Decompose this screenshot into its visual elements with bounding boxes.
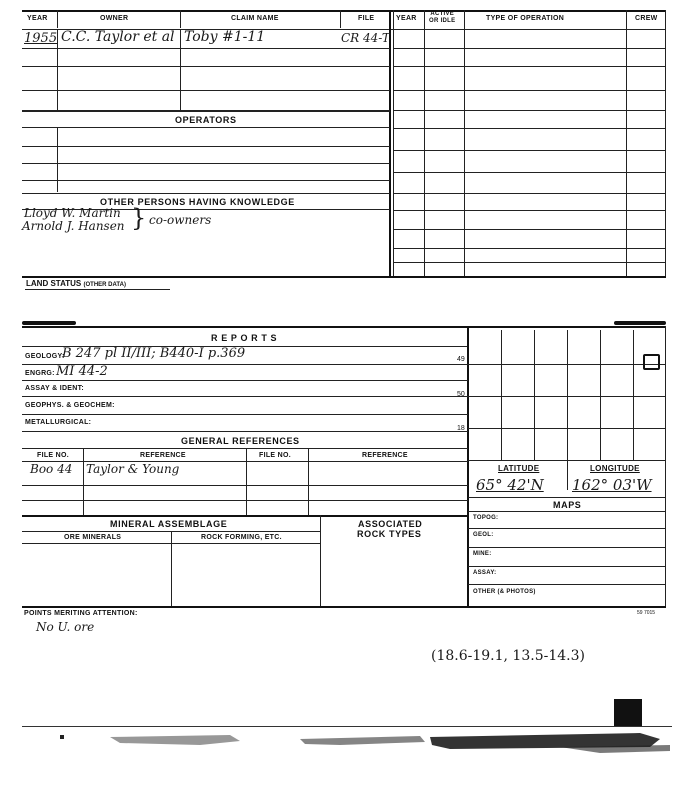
row-line bbox=[22, 193, 390, 194]
rock-types-heading: ROCK TYPES bbox=[357, 529, 422, 539]
row-line bbox=[393, 193, 666, 194]
metallurgical-label: METALLURGICAL: bbox=[25, 419, 92, 426]
latitude-label: LATITUDE bbox=[498, 464, 540, 473]
land-status-underline bbox=[25, 289, 170, 290]
col-claim-name-header: CLAIM NAME bbox=[231, 15, 279, 22]
divider bbox=[424, 10, 425, 276]
topog-label: TOPOG: bbox=[473, 515, 499, 521]
divider bbox=[180, 30, 181, 110]
gr-col-reference-2: REFERENCE bbox=[362, 452, 408, 459]
row-line bbox=[22, 414, 468, 415]
col-active-idle-header: ACTIVE OR IDLE bbox=[429, 11, 456, 24]
land-status-heading bbox=[26, 279, 126, 288]
row-line bbox=[22, 163, 390, 164]
engrg-label: ENGRG: bbox=[25, 370, 55, 377]
operators-top-line bbox=[22, 111, 390, 112]
row-line bbox=[22, 431, 468, 432]
geology-value: B 247 pl II/III; B440-I p.369 bbox=[62, 346, 246, 361]
row-line bbox=[393, 128, 666, 129]
scan-smudge bbox=[22, 321, 76, 325]
check-box-mark bbox=[643, 354, 660, 370]
person-1: Lloyd W. Martin bbox=[24, 206, 121, 220]
gr-row1-reference: Taylor & Young bbox=[86, 462, 180, 476]
divider bbox=[665, 326, 666, 606]
divider bbox=[57, 128, 58, 192]
entry-year: 1955 bbox=[24, 31, 58, 46]
col-crew-header: CREW bbox=[635, 15, 658, 22]
ore-minerals-label: ORE MINERALS bbox=[64, 534, 122, 541]
scan-black-square bbox=[614, 699, 642, 727]
reports-heading: R E P O R T S bbox=[211, 333, 278, 343]
brace: } bbox=[131, 204, 147, 232]
metallurgical-number: 18 bbox=[457, 425, 465, 432]
gr-col-file-no-2: FILE NO. bbox=[259, 452, 291, 459]
land-status-label: LAND STATUS bbox=[26, 279, 82, 288]
general-references-heading: GENERAL REFERENCES bbox=[181, 436, 300, 446]
col-year-header: YEAR bbox=[27, 15, 48, 22]
divider bbox=[57, 30, 58, 110]
row-line bbox=[22, 66, 390, 67]
engrg-value: MI 44-2 bbox=[56, 364, 108, 379]
row-line bbox=[22, 380, 468, 381]
row-line bbox=[22, 485, 468, 486]
longitude-value: 162° 03'W bbox=[572, 476, 652, 494]
coordinates-note: (18.6-19.1, 13.5-14.3) bbox=[431, 648, 585, 664]
top-border bbox=[22, 10, 666, 12]
other-persons-heading: OTHER PERSONS HAVING KNOWLEDGE bbox=[100, 197, 295, 207]
col-owner-header: OWNER bbox=[100, 15, 129, 22]
divider bbox=[633, 330, 634, 460]
row-line bbox=[393, 48, 666, 49]
gr-col-file-no: FILE NO. bbox=[37, 452, 69, 459]
points-meriting-label: POINTS MERITING ATTENTION: bbox=[24, 610, 138, 617]
points-value: No U. ore bbox=[36, 620, 95, 634]
divider bbox=[600, 330, 601, 460]
row-line bbox=[468, 511, 666, 512]
associated-heading: ASSOCIATED bbox=[358, 519, 423, 529]
divider bbox=[320, 515, 321, 606]
geology-label: GEOLOGY: bbox=[25, 353, 65, 360]
gr-row1-file: Boo 44 bbox=[30, 462, 73, 476]
assay-map-label: ASSAY: bbox=[473, 570, 497, 576]
row-line bbox=[468, 584, 666, 585]
operators-underline bbox=[22, 127, 390, 128]
entry-owner: C.C. Taylor et al bbox=[61, 29, 175, 45]
row-line bbox=[468, 547, 666, 548]
divider bbox=[389, 10, 391, 276]
person-2: Arnold J. Hansen bbox=[22, 219, 125, 233]
geol-label: GEOL: bbox=[473, 532, 494, 538]
col-file-header: FILE bbox=[358, 15, 375, 22]
divider bbox=[83, 448, 84, 516]
row-line bbox=[22, 90, 390, 91]
entry-file: CR 44-T bbox=[341, 31, 390, 45]
divider bbox=[246, 448, 247, 516]
row-line bbox=[393, 172, 666, 173]
divider bbox=[393, 10, 394, 276]
divider bbox=[308, 448, 309, 516]
divider bbox=[180, 10, 181, 28]
row-line bbox=[468, 428, 666, 429]
rock-forming-label: ROCK FORMING, ETC. bbox=[201, 534, 282, 541]
row-line bbox=[22, 396, 468, 397]
divider bbox=[501, 330, 502, 460]
row-line bbox=[22, 500, 468, 501]
row-line bbox=[468, 528, 666, 529]
assay-ident-label: ASSAY & IDENT: bbox=[25, 385, 85, 392]
row-line bbox=[393, 248, 666, 249]
row-line bbox=[393, 229, 666, 230]
reports-top-border bbox=[22, 326, 666, 328]
divider bbox=[57, 10, 58, 28]
maps-heading: MAPS bbox=[553, 500, 582, 510]
row-line bbox=[468, 566, 666, 567]
row-line bbox=[393, 150, 666, 151]
row-line bbox=[393, 262, 666, 263]
divider bbox=[340, 10, 341, 28]
row-line bbox=[393, 66, 666, 67]
row-line bbox=[22, 515, 468, 517]
row-line bbox=[22, 180, 390, 181]
gr-col-reference: REFERENCE bbox=[140, 452, 186, 459]
row-line bbox=[393, 110, 666, 111]
row-line bbox=[468, 460, 666, 461]
persons-note: co-owners bbox=[149, 213, 212, 227]
row-line bbox=[468, 364, 666, 365]
land-status-sub: (OTHER DATA) bbox=[83, 282, 126, 288]
form-number: 59 7015 bbox=[637, 610, 656, 616]
operators-heading: OPERATORS bbox=[175, 115, 237, 125]
divider bbox=[626, 10, 627, 276]
assay-number: 50 bbox=[457, 391, 465, 398]
entry-claim-name: Toby #1-11 bbox=[184, 29, 266, 45]
scan-smudge bbox=[614, 321, 666, 325]
geology-number: 49 bbox=[457, 356, 465, 363]
col-year2-header: YEAR bbox=[396, 15, 417, 22]
divider bbox=[534, 330, 535, 460]
row-line bbox=[22, 48, 390, 49]
latitude-value: 65° 42'N bbox=[476, 476, 544, 494]
row-line bbox=[22, 448, 468, 449]
longitude-label: LONGITUDE bbox=[590, 464, 640, 473]
col-type-operation-header: TYPE OF OPERATION bbox=[486, 15, 565, 22]
mine-label: MINE: bbox=[473, 551, 492, 557]
geophys-label: GEOPHYS. & GEOCHEM: bbox=[25, 402, 115, 409]
reports-bottom-border bbox=[22, 606, 666, 608]
divider bbox=[567, 330, 568, 490]
mineral-assemblage-heading: MINERAL ASSEMBLAGE bbox=[110, 519, 228, 529]
top-section-bottom-border bbox=[22, 276, 666, 278]
row-line bbox=[393, 210, 666, 211]
divider bbox=[467, 326, 469, 606]
row-line bbox=[468, 497, 666, 498]
row-line bbox=[22, 543, 320, 544]
row-line bbox=[22, 146, 390, 147]
row-line bbox=[393, 90, 666, 91]
divider bbox=[464, 10, 465, 276]
divider bbox=[665, 10, 666, 276]
other-photos-label: OTHER (& PHOTOS) bbox=[473, 589, 536, 595]
scan-noise-band bbox=[0, 727, 678, 772]
row-line bbox=[468, 396, 666, 397]
